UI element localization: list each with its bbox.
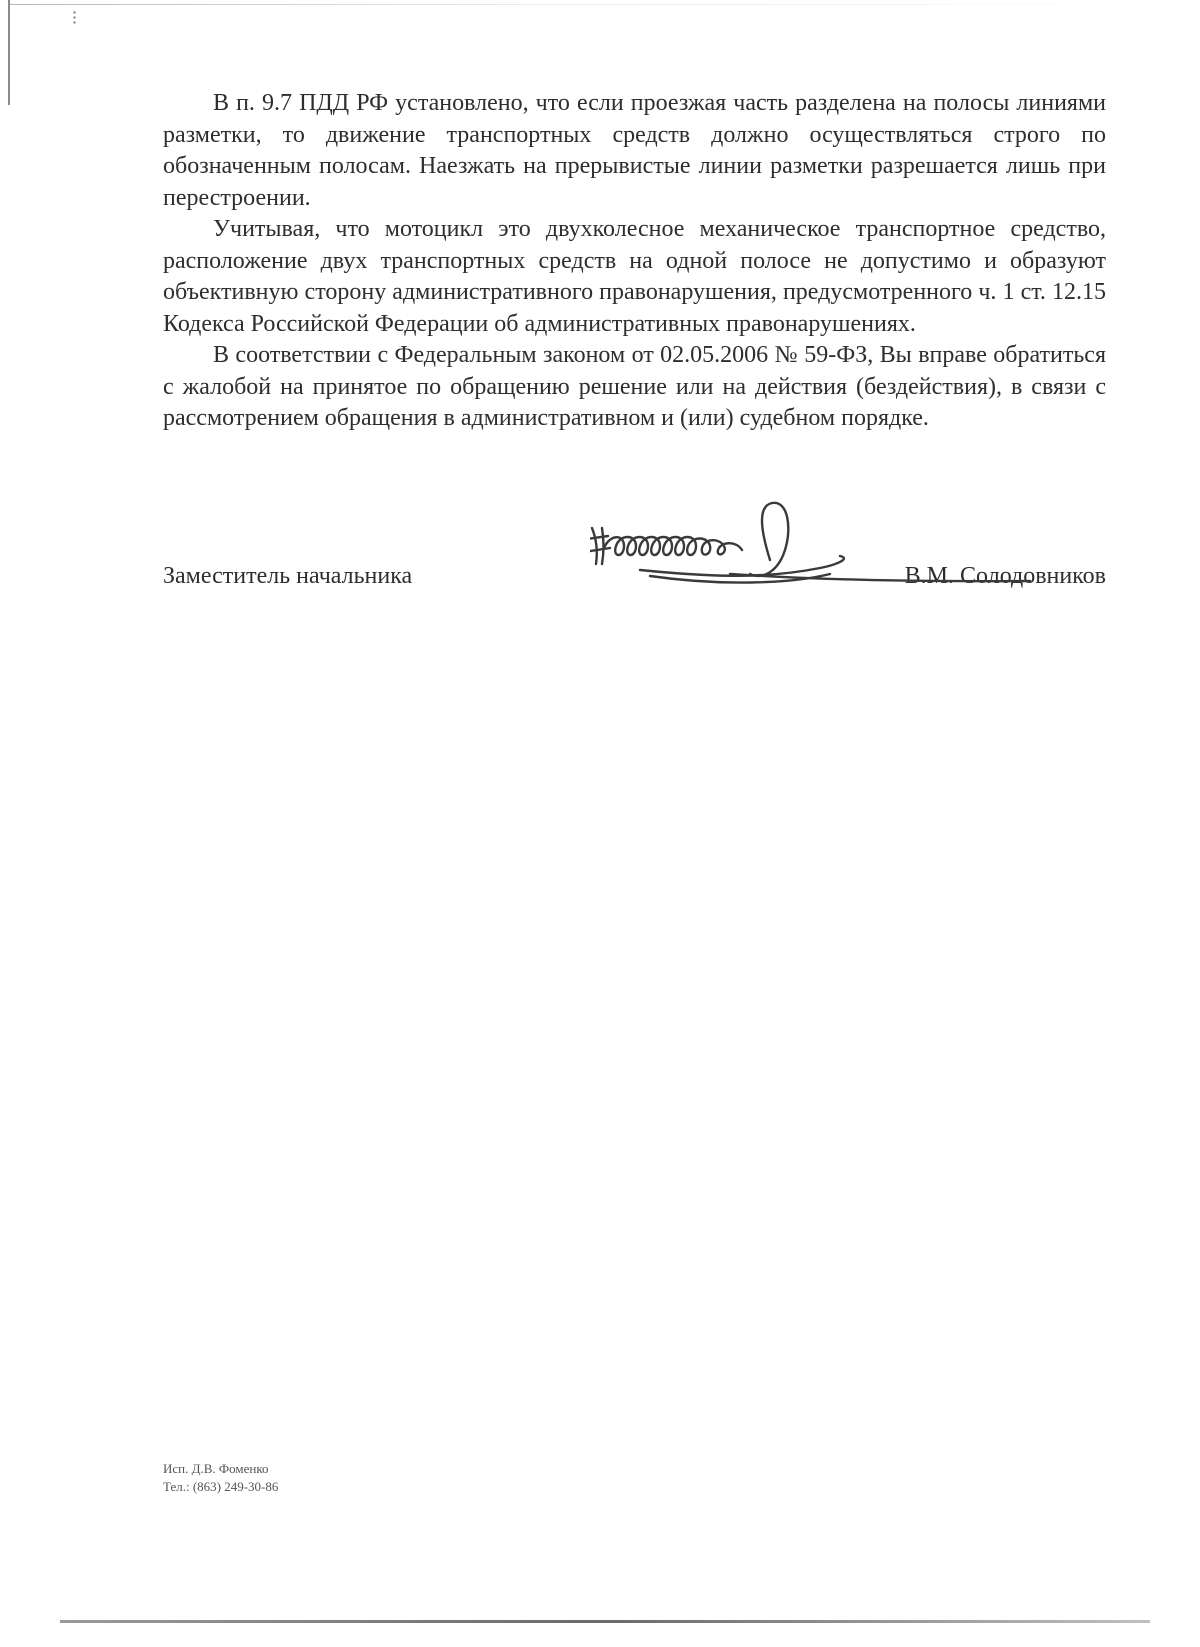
handwritten-signature [590, 498, 1090, 623]
letter-body [163, 88, 1106, 435]
executor-info [163, 1460, 278, 1496]
executor-name: Исп. Д.В. Фоменко [163, 1461, 269, 1476]
scan-edge-top [8, 4, 1188, 5]
paragraph-motorcycle: Учитывая, что мотоцикл это двухколесное механическое транспортное средство, расположение двух транспортных средств на одной полосе не допустимо и образуют объективную сторону административного правонарушения, предусмотренного ч. 1 ст. 12.15 Кодекса Российской Федерации об административных правонарушениях. [163, 216, 1106, 337]
signatory-name: В.М. Солодовников [904, 563, 1106, 589]
scan-edge-bottom [60, 1620, 1150, 1623]
executor-phone: Тел.: (863) 249-30-86 [163, 1479, 279, 1494]
signatory-title: Заместитель начальника [163, 563, 413, 589]
paragraph-rules: В п. 9.7 ПДД РФ установлено, что если проезжая часть разделена на полосы линиями разметки, то движение транспортных средств должно осуществляться строго по обозначенным полосам. Наезжать на прерывистые линии разметки разрешается лишь при перестроении. [163, 90, 1106, 211]
scan-edge-left [8, 0, 10, 105]
scan-artifact [73, 10, 76, 24]
paragraph-appeal-rights: В соответствии с Федеральным законом от 02.05.2006 № 59-ФЗ, Вы вправе обратиться с жалобой на принятое по обращению решение или на действия (бездействия), в связи с рассмотрением обращения в административном и (или) судебном порядке. [163, 342, 1106, 431]
